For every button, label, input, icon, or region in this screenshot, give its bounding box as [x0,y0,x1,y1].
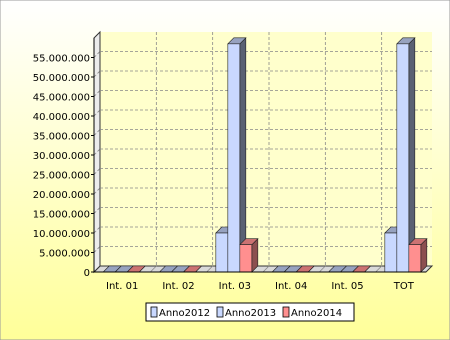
legend-swatch [283,307,289,317]
legend-label: Anno2012 [159,308,211,319]
x-tick-label: Int. 03 [218,281,251,292]
x-tick-label: Int. 02 [162,281,195,292]
x-tick-label: Int. 04 [275,281,308,292]
legend-swatch [217,307,223,317]
y-tick-label: 30.000.000 [32,151,90,162]
y-tick-label: 20.000.000 [32,190,90,201]
y-tick-label: 0 [83,268,90,279]
bar-Anno2014-Int-03 [240,239,258,272]
y-tick-label: 40.000.000 [32,112,90,123]
y-tick-label: 5.000.000 [39,248,90,260]
bar-Anno2013-TOT [397,38,415,272]
legend [146,303,354,321]
y-tick-label: 45.000.000 [32,92,90,104]
legend-label: Anno2014 [291,308,343,319]
y-tick-label: 35.000.000 [32,131,90,143]
y-tick-label: 50.000.000 [32,73,90,84]
bar-Anno2014-TOT [409,239,427,272]
y-tick-label: 10.000.000 [32,229,90,240]
x-tick-label: Int. 05 [331,281,364,292]
x-tick-label: TOT [393,281,414,292]
bar-Anno2013-Int-03 [228,38,246,272]
y-tick-label: 25.000.000 [32,170,90,182]
plot-left-wall [94,32,100,272]
y-tick-label: 15.000.000 [32,209,90,221]
legend-swatch [151,307,157,317]
legend-label: Anno2013 [225,308,277,319]
x-tick-label: Int. 01 [106,281,139,292]
y-tick-label: 55.000.000 [32,53,90,65]
